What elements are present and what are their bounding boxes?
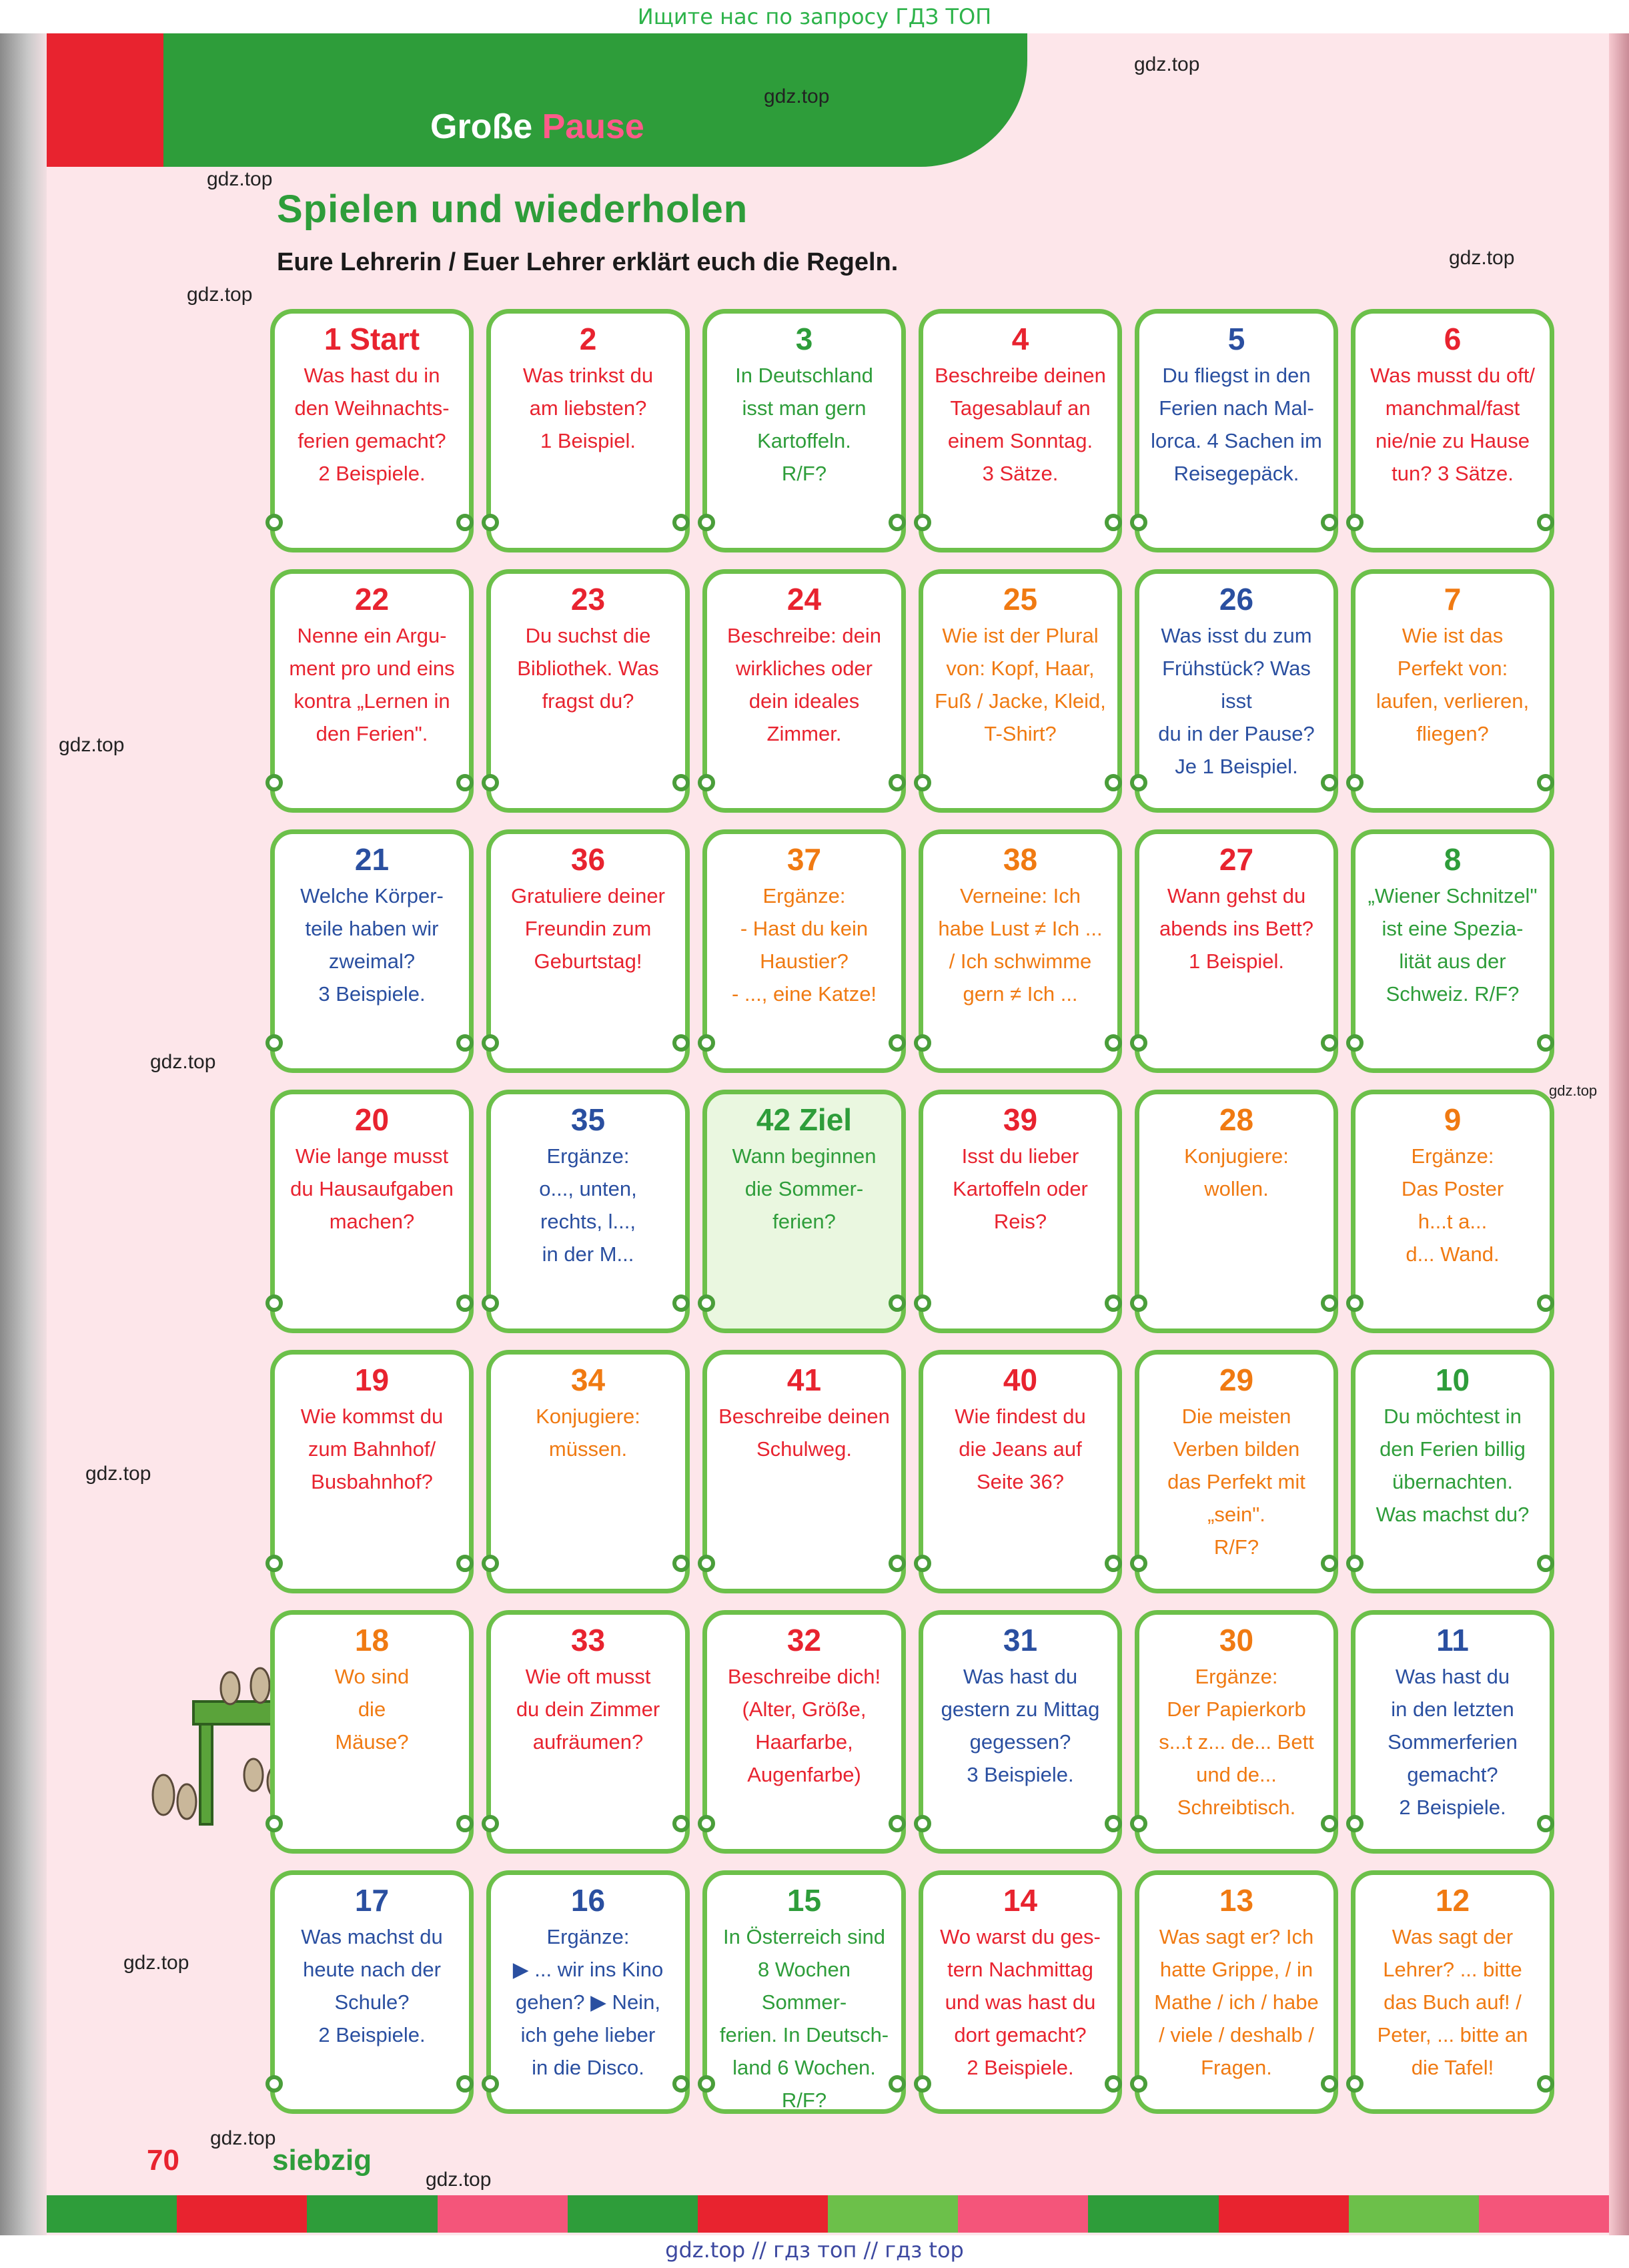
book-spine <box>0 33 47 2235</box>
game-board <box>270 309 1554 2111</box>
bottom-links-banner[interactable]: gdz.top // гдз топ // гдз top <box>665 2237 964 2263</box>
tile-task-text: Konjugiere: wollen. <box>1184 1144 1289 1200</box>
tile-task-text: In Österreich sind 8 Wochen Sommer- ferien. In Deutsch- land 6 Wochen. R/F? <box>719 1925 889 2112</box>
game-tile <box>919 829 1122 1073</box>
game-tile <box>486 829 690 1073</box>
tile-number: 2 <box>579 322 597 356</box>
tile-task-text: Was hast du in den letzten Sommerferien gemacht? 2 Beispiele. <box>1388 1665 1518 1819</box>
chain-hook-icon <box>698 1294 715 1312</box>
chain-hook-icon <box>914 1294 931 1312</box>
game-tile <box>270 569 474 813</box>
game-tile <box>1351 1350 1554 1593</box>
chain-hook-icon <box>914 1815 931 1832</box>
chain-hook-icon <box>1321 2075 1338 2093</box>
chain-hook-icon <box>698 2075 715 2093</box>
tile-number: 10 <box>1435 1363 1470 1397</box>
game-tile <box>702 1870 906 2114</box>
watermark-text: gdz.top <box>764 85 830 107</box>
tile-number: 13 <box>1219 1883 1254 1918</box>
chain-hook-icon <box>698 514 715 531</box>
tile-number: 30 <box>1219 1623 1254 1657</box>
tile-task-text: Was hast du gestern zu Mittag gegessen? 3 Beispiele. <box>941 1665 1100 1786</box>
chain-hook-icon <box>1346 1294 1364 1312</box>
game-tile <box>702 829 906 1073</box>
game-tile <box>1135 1610 1338 1854</box>
game-tile <box>270 1350 474 1593</box>
chain-hook-icon <box>889 1815 906 1832</box>
chain-hook-icon <box>1105 2075 1122 2093</box>
chain-hook-icon <box>1130 1294 1147 1312</box>
game-tile <box>270 1090 474 1333</box>
header-title <box>430 107 644 147</box>
chain-hook-icon <box>1105 774 1122 791</box>
tile-task-text: Ergänze: o..., unten, rechts, l..., in der M... <box>539 1144 637 1266</box>
tile-task-text: Wie ist das Perfekt von: laufen, verlieren, fliegen? <box>1376 624 1530 745</box>
tile-task-text: Beschreibe dich! (Alter, Größe, Haarfarbe, Augenfarbe) <box>727 1665 881 1786</box>
section-title: Spielen und wiederholen <box>277 187 748 231</box>
tile-number: 27 <box>1219 842 1254 877</box>
tile-number: 28 <box>1219 1102 1254 1137</box>
tile-task-text: Wo warst du ges- tern Nachmittag und was hast du dort gemacht? 2 Beispiele. <box>940 1925 1101 2079</box>
tile-task-text: Was hast du in den Weihnachts- ferien gemacht? 2 Beispiele. <box>294 364 450 485</box>
red-corner-block <box>47 33 163 167</box>
chain-hook-icon <box>1130 1034 1147 1052</box>
chain-hook-icon <box>672 2075 690 2093</box>
page-number: 70 <box>147 2144 179 2177</box>
game-tile <box>270 309 474 552</box>
tile-number: 23 <box>570 582 606 617</box>
tile-task-text: Wie ist der Plural von: Kopf, Haar, Fuß / Jacke, Kleid, T-Shirt? <box>935 624 1106 745</box>
game-tile <box>1351 309 1554 552</box>
page-number-word: siebzig <box>272 2144 372 2177</box>
game-tile <box>1135 569 1338 813</box>
chain-hook-icon <box>482 1815 499 1832</box>
game-tile <box>486 1090 690 1333</box>
chain-hook-icon <box>1105 1294 1122 1312</box>
tile-task-text: Ergänze: Der Papierkorb s...t z... de... Bett und de... Schreibtisch. <box>1159 1665 1314 1819</box>
tile-task-text: Was sagt er? Ich hatte Grippe, / in Mathe / ich / habe / viele / deshalb / Fragen. <box>1154 1925 1319 2079</box>
chain-hook-icon <box>1346 2075 1364 2093</box>
game-tile <box>919 1610 1122 1854</box>
game-tile <box>1351 829 1554 1073</box>
chain-hook-icon <box>914 1034 931 1052</box>
tile-number: 15 <box>786 1883 822 1918</box>
chain-hook-icon <box>482 1555 499 1572</box>
game-tile <box>1135 1350 1338 1593</box>
tile-task-text: Ergänze: Das Poster h...t a... d... Wand. <box>1401 1144 1504 1266</box>
chain-hook-icon <box>889 774 906 791</box>
tile-number: 39 <box>1003 1102 1038 1137</box>
tile-task-text: Was trinkst du am liebsten? 1 Beispiel. <box>522 364 654 452</box>
game-tile <box>702 1350 906 1593</box>
chain-hook-icon <box>914 774 931 791</box>
chain-hook-icon <box>1321 1555 1338 1572</box>
tile-number: 22 <box>354 582 390 617</box>
header-band <box>163 33 1027 167</box>
chain-hook-icon <box>1130 2075 1147 2093</box>
game-tile <box>919 1090 1122 1333</box>
chain-hook-icon <box>1130 514 1147 531</box>
chain-hook-icon <box>265 2075 283 2093</box>
tile-number: 38 <box>1003 842 1038 877</box>
tile-number: 19 <box>354 1363 390 1397</box>
game-tile <box>486 569 690 813</box>
chain-hook-icon <box>482 514 499 531</box>
game-tile <box>486 1350 690 1593</box>
chain-hook-icon <box>889 514 906 531</box>
game-tile <box>919 569 1122 813</box>
chain-hook-icon <box>1346 514 1364 531</box>
tile-task-text: Verneine: Ich habe Lust ≠ Ich ... / Ich schwimme gern ≠ Ich ... <box>938 884 1103 1006</box>
header-word-2: Pause <box>542 107 644 146</box>
tile-number: 9 <box>1444 1102 1462 1137</box>
tile-task-text: Beschreibe: dein wirkliches oder dein ideales Zimmer. <box>727 624 881 745</box>
game-tile <box>919 1350 1122 1593</box>
tile-number: 3 <box>795 322 813 356</box>
chain-hook-icon <box>889 2075 906 2093</box>
watermark-text: gdz.top <box>207 168 273 190</box>
tile-task-text: Wie oft musst du dein Zimmer aufräumen? <box>516 1665 660 1754</box>
chain-hook-icon <box>1537 1555 1554 1572</box>
chain-hook-icon <box>265 1294 283 1312</box>
tile-task-text: Du suchst die Bibliothek. Was fragst du? <box>517 624 659 713</box>
tile-number: 31 <box>1003 1623 1038 1657</box>
tile-task-text: Nenne ein Argu- ment pro und eins kontra „Lernen in den Ferien". <box>289 624 455 745</box>
tile-number: 5 <box>1227 322 1245 356</box>
chain-hook-icon <box>914 514 931 531</box>
tile-task-text: Wie findest du die Jeans auf Seite 36? <box>955 1405 1086 1493</box>
tile-number: 1 Start <box>324 322 420 356</box>
chain-hook-icon <box>672 1034 690 1052</box>
game-tile <box>919 309 1122 552</box>
chain-hook-icon <box>1130 1815 1147 1832</box>
chain-hook-icon <box>456 514 474 531</box>
chain-hook-icon <box>1346 1815 1364 1832</box>
tile-number: 32 <box>786 1623 822 1657</box>
chain-hook-icon <box>1321 1815 1338 1832</box>
game-tile <box>1351 1870 1554 2114</box>
chain-hook-icon <box>482 2075 499 2093</box>
chain-hook-icon <box>1537 2075 1554 2093</box>
top-search-banner[interactable]: Ищите нас по запросу ГДЗ ТОП <box>637 4 992 29</box>
tile-task-text: Du möchtest in den Ferien billig übernachten. Was machst du? <box>1376 1405 1530 1526</box>
watermark-text: gdz.top <box>1549 1082 1598 1099</box>
watermark-text: gdz.top <box>210 2127 276 2149</box>
game-tile <box>702 1090 906 1333</box>
game-tile <box>1351 1090 1554 1333</box>
game-tile <box>702 569 906 813</box>
chain-hook-icon <box>1537 1034 1554 1052</box>
game-tile <box>486 1870 690 2114</box>
tile-number: 36 <box>570 842 606 877</box>
tile-task-text: Beschreibe deinen Schulweg. <box>718 1405 890 1461</box>
chain-hook-icon <box>672 774 690 791</box>
chain-hook-icon <box>1321 1294 1338 1312</box>
tile-task-text: Was musst du oft/ manchmal/fast nie/nie zu Hause tun? 3 Sätze. <box>1370 364 1535 485</box>
game-tile <box>1135 309 1338 552</box>
chain-hook-icon <box>672 514 690 531</box>
tile-number: 35 <box>570 1102 606 1137</box>
chain-hook-icon <box>265 1815 283 1832</box>
instruction-text: Eure Lehrerin / Euer Lehrer erklärt euch die Regeln. <box>277 248 899 276</box>
chain-hook-icon <box>265 1034 283 1052</box>
chain-hook-icon <box>1537 774 1554 791</box>
tile-number: 40 <box>1003 1363 1038 1397</box>
tile-task-text: Wann beginnen die Sommer- ferien? <box>732 1144 877 1233</box>
watermark-text: gdz.top <box>426 2169 492 2191</box>
tile-task-text: „Wiener Schnitzel" ist eine Spezia- lität aus der Schweiz. R/F? <box>1368 884 1538 1006</box>
game-tile <box>919 1870 1122 2114</box>
page-edge <box>1609 33 1629 2235</box>
tile-number: 20 <box>354 1102 390 1137</box>
chain-hook-icon <box>265 514 283 531</box>
chain-hook-icon <box>698 1034 715 1052</box>
chain-hook-icon <box>1105 1555 1122 1572</box>
tile-task-text: Wo sind die Mäuse? <box>334 1665 410 1754</box>
chain-hook-icon <box>482 774 499 791</box>
tile-number: 37 <box>786 842 822 877</box>
chain-hook-icon <box>672 1815 690 1832</box>
tile-task-text: Ergänze: ▶ ... wir ins Kino gehen? ▶ Nein, ich gehe lieber in die Disco. <box>512 1925 664 2079</box>
chain-hook-icon <box>889 1034 906 1052</box>
tile-number: 41 <box>786 1363 822 1397</box>
chain-hook-icon <box>456 2075 474 2093</box>
tile-number: 42 Ziel <box>756 1102 853 1137</box>
chain-hook-icon <box>456 1555 474 1572</box>
tile-number: 18 <box>354 1623 390 1657</box>
tile-number: 7 <box>1444 582 1462 617</box>
tile-number: 14 <box>1003 1883 1038 1918</box>
chain-hook-icon <box>1105 1815 1122 1832</box>
chain-hook-icon <box>672 1294 690 1312</box>
header-word-1: Große <box>430 107 533 146</box>
bottom-color-stripe <box>47 2195 1609 2233</box>
chain-hook-icon <box>1130 774 1147 791</box>
tile-task-text: Konjugiere: müssen. <box>536 1405 640 1461</box>
chain-hook-icon <box>672 1555 690 1572</box>
tile-number: 8 <box>1444 842 1462 877</box>
chain-hook-icon <box>482 1034 499 1052</box>
chain-hook-icon <box>1105 1034 1122 1052</box>
chain-hook-icon <box>698 774 715 791</box>
tile-task-text: Wie kommst du zum Bahnhof/ Busbahnhof? <box>300 1405 444 1493</box>
tile-number: 21 <box>354 842 390 877</box>
chain-hook-icon <box>482 1294 499 1312</box>
watermark-text: gdz.top <box>1134 53 1200 75</box>
game-tile <box>1351 1610 1554 1854</box>
chain-hook-icon <box>1130 1555 1147 1572</box>
watermark-text: gdz.top <box>85 1463 151 1485</box>
tile-task-text: Beschreibe deinen Tagesablauf an einem Sonntag. 3 Sätze. <box>935 364 1106 485</box>
watermark-text: gdz.top <box>150 1051 216 1073</box>
game-tile <box>1135 829 1338 1073</box>
chain-hook-icon <box>914 2075 931 2093</box>
watermark-text: gdz.top <box>187 284 253 306</box>
tile-number: 12 <box>1435 1883 1470 1918</box>
chain-hook-icon <box>698 1815 715 1832</box>
tile-task-text: Ergänze: - Hast du kein Haustier? - ..., eine Katze! <box>731 884 877 1006</box>
watermark-text: gdz.top <box>1449 247 1515 269</box>
chain-hook-icon <box>1537 514 1554 531</box>
chain-hook-icon <box>456 1815 474 1832</box>
chain-hook-icon <box>456 774 474 791</box>
tile-task-text: Du fliegst in den Ferien nach Mal- lorca. 4 Sachen im Reisegepäck. <box>1151 364 1322 485</box>
game-tile <box>270 829 474 1073</box>
chain-hook-icon <box>1346 1034 1364 1052</box>
game-tile <box>486 309 690 552</box>
chain-hook-icon <box>1346 774 1364 791</box>
tile-task-text: In Deutschland isst man gern Kartoffeln. R/F? <box>735 364 873 485</box>
tile-task-text: Gratuliere deiner Freundin zum Geburtstag! <box>511 884 665 973</box>
tile-task-text: Wie lange musst du Hausaufgaben machen? <box>290 1144 454 1233</box>
game-tile <box>1351 569 1554 813</box>
game-tile <box>702 1610 906 1854</box>
chain-hook-icon <box>265 774 283 791</box>
chain-hook-icon <box>914 1555 931 1572</box>
chain-hook-icon <box>1537 1815 1554 1832</box>
game-tile <box>1135 1870 1338 2114</box>
chain-hook-icon <box>1346 1555 1364 1572</box>
tile-task-text: Isst du lieber Kartoffeln oder Reis? <box>953 1144 1088 1233</box>
tile-task-text: Was isst du zum Frühstück? Was isst du in der Pause? Je 1 Beispiel. <box>1158 624 1315 778</box>
game-tile <box>270 1870 474 2114</box>
tile-task-text: Was machst du heute nach der Schule? 2 Beispiele. <box>301 1925 443 2046</box>
chain-hook-icon <box>1321 1034 1338 1052</box>
tile-number: 16 <box>570 1883 606 1918</box>
watermark-text: gdz.top <box>123 1952 189 1974</box>
watermark-text: gdz.top <box>59 734 125 756</box>
tile-number: 4 <box>1011 322 1029 356</box>
tile-number: 26 <box>1219 582 1254 617</box>
tile-task-text: Welche Körper- teile haben wir zweimal? 3 Beispiele. <box>300 884 444 1006</box>
chain-hook-icon <box>265 1555 283 1572</box>
tile-number: 25 <box>1003 582 1038 617</box>
tile-task-text: Wann gehst du abends ins Bett? 1 Beispiel. <box>1159 884 1313 973</box>
chain-hook-icon <box>1321 774 1338 791</box>
game-tile <box>270 1610 474 1854</box>
tile-number: 34 <box>570 1363 606 1397</box>
tile-task-text: Was sagt der Lehrer? ... bitte das Buch auf! / Peter, ... bitte an die Tafel! <box>1377 1925 1528 2079</box>
game-tile <box>702 309 906 552</box>
tile-number: 29 <box>1219 1363 1254 1397</box>
chain-hook-icon <box>889 1555 906 1572</box>
tile-number: 24 <box>786 582 822 617</box>
chain-hook-icon <box>1321 514 1338 531</box>
game-tile <box>1135 1090 1338 1333</box>
chain-hook-icon <box>456 1294 474 1312</box>
tile-task-text: Die meisten Verben bilden das Perfekt mit „sein". R/F? <box>1167 1405 1305 1559</box>
chain-hook-icon <box>1537 1294 1554 1312</box>
tile-number: 11 <box>1436 1623 1469 1657</box>
chain-hook-icon <box>1105 514 1122 531</box>
chain-hook-icon <box>456 1034 474 1052</box>
chain-hook-icon <box>889 1294 906 1312</box>
game-tile <box>486 1610 690 1854</box>
tile-number: 33 <box>570 1623 606 1657</box>
chain-hook-icon <box>698 1555 715 1572</box>
tile-number: 17 <box>354 1883 390 1918</box>
tile-number: 6 <box>1444 322 1462 356</box>
